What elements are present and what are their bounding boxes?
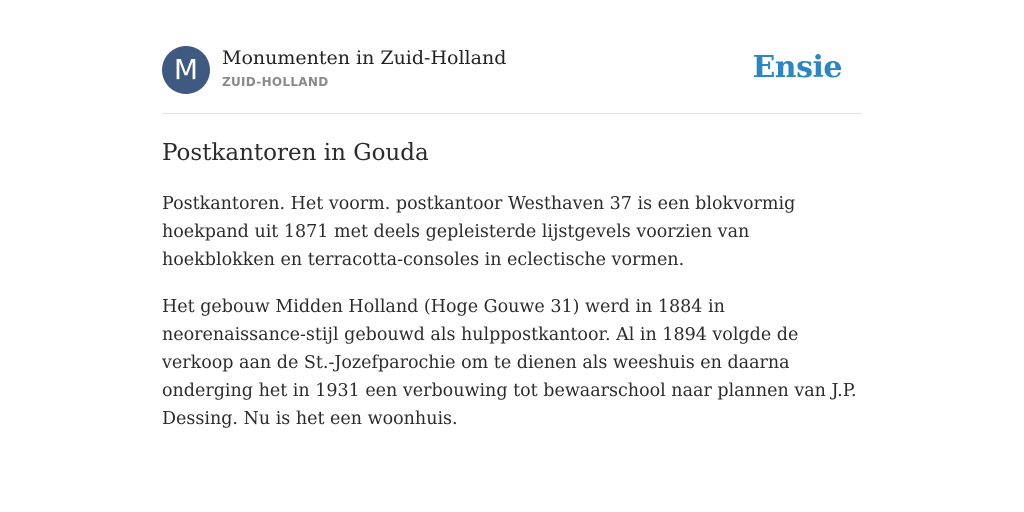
article-paragraph-2: Het gebouw Midden Holland (Hoge Gouwe 31) werd in 1884 in neorenaissance-stijl gebouwd als hulppostkantoor. Al in 1894 volgde de verkoop aan de St.-Jozefparochie om te dienen als weeshuis en daarna onderging het in 1931 een verbouwing tot bewaarschool naar plannen van J.P. Dessing. Nu is het een woonhuis. xyxy=(162,297,857,429)
brand-logo[interactable]: Ensie xyxy=(752,50,842,85)
header-divider xyxy=(162,113,862,114)
source-subtitle: ZUID-HOLLAND xyxy=(222,75,329,89)
source-title[interactable]: Monumenten in Zuid-Holland xyxy=(222,47,507,69)
article-body xyxy=(162,190,862,452)
page-container xyxy=(162,0,862,512)
article-title: Postkantoren in Gouda xyxy=(162,140,429,166)
source-header xyxy=(162,46,862,96)
avatar[interactable]: M xyxy=(162,46,210,94)
article-paragraph-1: Postkantoren. Het voorm. postkantoor Westhaven 37 is een blokvormig hoekpand uit 1871 met deels gepleisterde lijstgevels voorzien van hoekblokken en terracotta-consoles in eclectische vormen. xyxy=(162,194,796,270)
